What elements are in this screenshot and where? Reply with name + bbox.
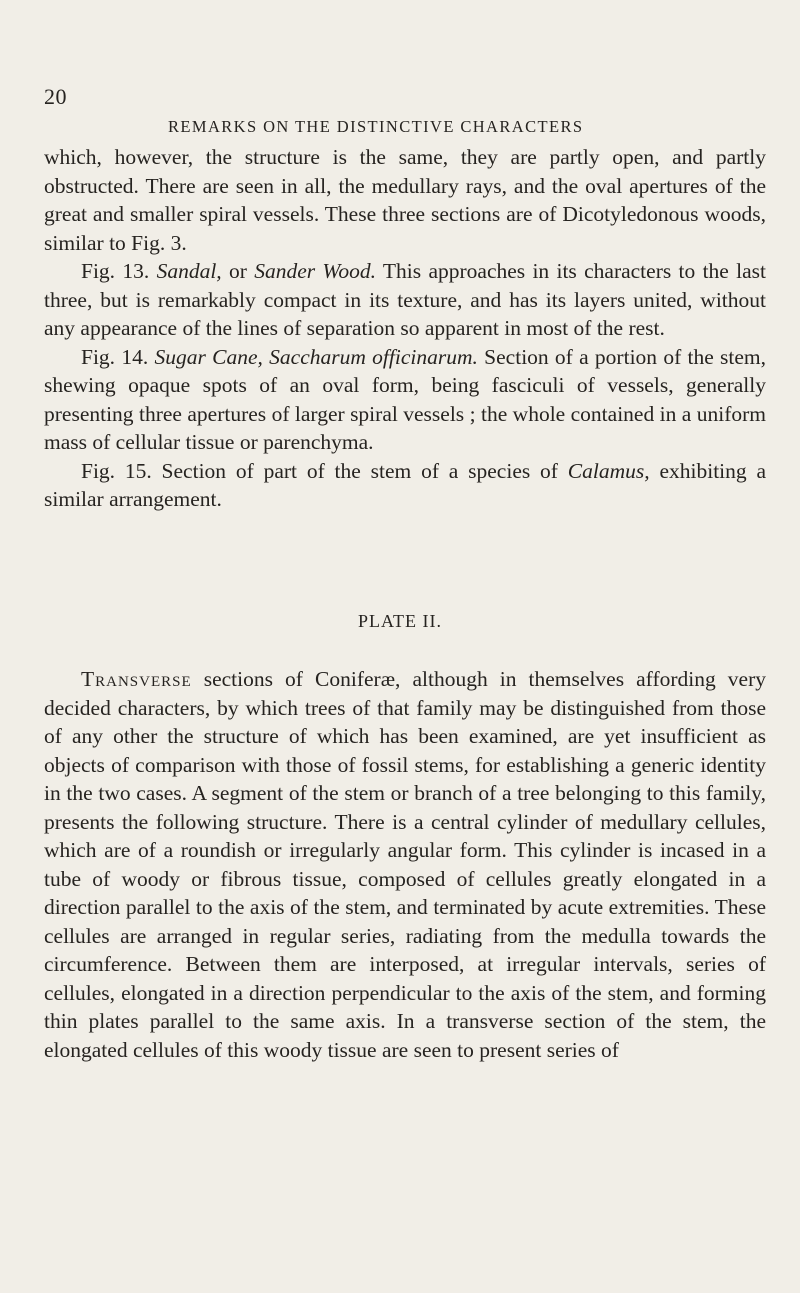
running-head: REMARKS ON THE DISTINCTIVE CHARACTERS: [168, 117, 584, 136]
fig-13-text: This approaches in its characters to the last three, but is remarkably compact in its texture, and has its layers united, without any appearance of the lines of separation so apparent in most of the rest.: [44, 259, 766, 340]
paragraph-fig-14: [44, 343, 766, 457]
page-number: 20: [44, 84, 67, 109]
plate-ii-lead: Transverse: [81, 667, 192, 691]
fig-14-name: Sugar Cane, Saccharum officinarum.: [154, 344, 478, 369]
fig-13-lead: Fig. 13.: [81, 259, 150, 283]
paragraph-fig-15: [44, 457, 766, 514]
fig-15-text: exhibiting a similar arrangement.: [44, 458, 767, 511]
fig-14-lead: Fig. 14.: [81, 344, 149, 369]
fig-13-name-sander-wood: Sander Wood.: [254, 259, 376, 283]
paragraph-fig-13: [44, 257, 766, 343]
plate-ii-text: [44, 665, 766, 1064]
paragraph-continuation: which, however, the structure is the same, they are partly open, and partly obstructed. There are seen in all, the medullary rays, and the oval apertures of the great and smaller spiral vessels. These three sections are of Dicotyledonous woods, similar to Fig. 3.: [44, 145, 766, 255]
fig-15-lead: Fig. 15. Section of part of the stem of a species of: [81, 458, 558, 483]
fig-13-connector: or: [228, 259, 247, 283]
fig-14-text: Section of a portion of the stem, shewing opaque spots of an oval form, being fasciculi of vessels, generally presenting three apertures of larger spiral vessels ; the whole contained in a uniform mass of cellular tissue or parenchyma.: [44, 344, 767, 454]
fig-15-name: Calamus,: [567, 458, 650, 483]
plate-ii-body: sections of Coniferæ, although in themselves affording very decided characters, by which trees of that family may be distinguished from those of any other the structure of which has been examined, are yet insufficient as objects of comparison with those of fossil stems, for establishing a generic identity in the two cases. A segment of the stem or branch of a tree belonging to this family, presents the following structure. There is a central cylinder of medullary cellules, which are of a roundish or irregularly angular form. This cylinder is incased in a tube of woody or fibrous tissue, composed of cellules greatly elongated in a direction parallel to the axis of the stem, and terminated by acute extremities. These cellules are arranged in regular series, radiating from the medulla towards the circumference. Between them are interposed, at irregular intervals, series of cellules, elongated in a direction perpendicular to the axis of the stem, and forming thin plates parallel to the same axis. In a transverse section of the stem, the elongated cellules of this woody tissue are seen to present series of: [44, 667, 766, 1062]
paragraph-plate-ii: [44, 665, 766, 1064]
fig-13-name-sandal: Sandal,: [156, 259, 222, 283]
plate-heading: PLATE II.: [358, 611, 442, 631]
figure-descriptions: [44, 143, 766, 514]
